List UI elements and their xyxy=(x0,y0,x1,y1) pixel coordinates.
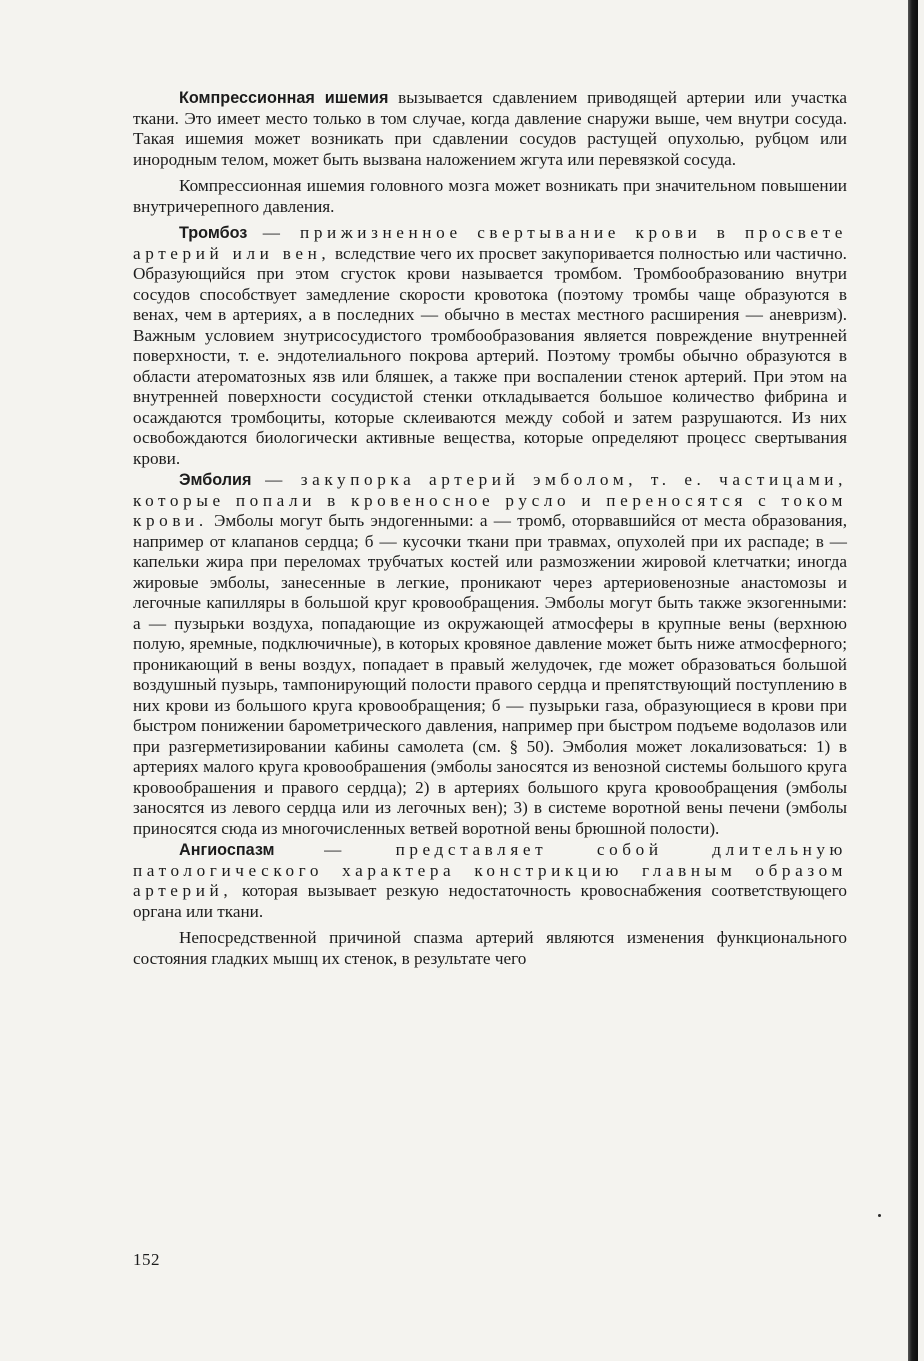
paragraph-thrombosis xyxy=(133,223,847,469)
paragraph-brain-compression xyxy=(133,176,847,217)
scan-binding-edge xyxy=(908,0,918,1361)
paragraph-text: вследствие чего их просвет закупоривается полностью или частично. Образующийся при этом сгусток крови называется тромбом. Тромбообразованию внутри сосудов способствует замедление скорости кровотока (поэтому тромбы чаще образуются в венах, чем в артериях, а в последних — обычно в местах местного расширения — аневризм). Важным условием знутрисосудистого тромбообразования является повреждение внутренней поверхности, т. е. эндотелиального покрова артерий. Поэтому тромбы обычно образуются в области атероматозных язв или бляшек, а также при воспалении стенок артерий. При этом на внутренней поверхности сосудистой стенки откладывается большое количество фибрина и осаждаются тромбоциты, которые склеиваются между собой и затем разрушаются. Из них освобождаются биологически активные вещества, которые определяют процесс свертывания крови. xyxy=(133,243,847,468)
term-heading: Тромбоз xyxy=(179,224,248,242)
term-heading: Компрессионная ишемия xyxy=(179,89,389,107)
paragraph-text: вызывается сдавлением приводящей артерии или участка ткани. Это имеет место только в том случае, когда давление снаружи выше, чем внутри сосуда. Такая ишемия может возникать при сдавлении сосудов растущей опухолью, рубцом или инородным телом, может быть вызвана наложением жгута или перевязкой сосуда. xyxy=(133,88,847,169)
term-definition-spaced: — представляет собой длительную патологического характера констрикцию главным образом артерий, xyxy=(133,840,847,900)
paragraph-text: Компрессионная ишемия головного мозга может возникать при значительном повышении внутричерепного давления. xyxy=(133,176,847,216)
paragraph-compression-ischemia xyxy=(133,88,847,170)
term-heading: Ангиоспазм xyxy=(179,841,275,859)
paragraph-text: Эмболы могут быть эндогенными: а — тромб, оторвавшийся от места образования, например от клапанов сердца; б — кусочки ткани при травмах, опухолей при их распаде; в — капельки жира при переломах трубчатых костей или размозжении жировой клетчатки; иногда жировые эмболы, занесенные в легкие, проникают через артериовенозные анастомозы и легочные капилляры в большой круг кровообращения. Эмболы могут быть также экзогенными: а — пузырьки воздуха, попадающие из окружающей атмосферы в крупные вены (верхнюю полую, яремные, подключичные), в которых кровяное давление может быть ниже атмосферного; проникающий в вены воздух, попадает в правый желудочек, где может образоваться большой воздушный пузырь, тампонирующий полости правого сердца и препятствующий поступлению в них крови из большого круга кровообращения; б — пузырьки газа, образующиеся в крови при быстром понижении барометрического давления, например при быстром подъеме водолазов или при разгерметизировании кабины самолета (см. § 50). Эмболия может локализоваться: 1) в артериях малого круга кровообрашения (эмболы заносятся из венозной системы большого круга кровообрашения и правого сердца); 2) в артериях большого круга кровообращения (эмболы заносятся из левого сердца или из легочных вен); 3) в системе воротной вены печени (эмболы приносятся сюда из многочисленных ветвей воротной вены брюшной полости). xyxy=(133,511,847,838)
paragraph-angiospasm xyxy=(133,840,847,922)
term-definition-spaced: — прижизненное свертывание крови в просвете артерий или вен, xyxy=(133,223,847,263)
scan-speck xyxy=(878,1214,881,1217)
page-number: 152 xyxy=(133,1250,160,1269)
page-body xyxy=(133,88,847,970)
paragraph-spasm-cause xyxy=(133,928,847,969)
paragraph-embolism xyxy=(133,470,847,839)
term-heading: Эмболия xyxy=(179,471,252,489)
paragraph-text: которая вызывает резкую недостаточность кровоснабжения соответствующего органа или ткани. xyxy=(133,881,847,921)
term-definition-spaced: — закупорка артерий эмболом, т. е. частицами, которые попали в кровеносное русло и переносятся с током крови. xyxy=(133,470,847,530)
paragraph-text: Непосредственной причиной спазма артерий являются изменения функционального состояния гладких мышц их стенок, в результате чего xyxy=(133,928,847,968)
